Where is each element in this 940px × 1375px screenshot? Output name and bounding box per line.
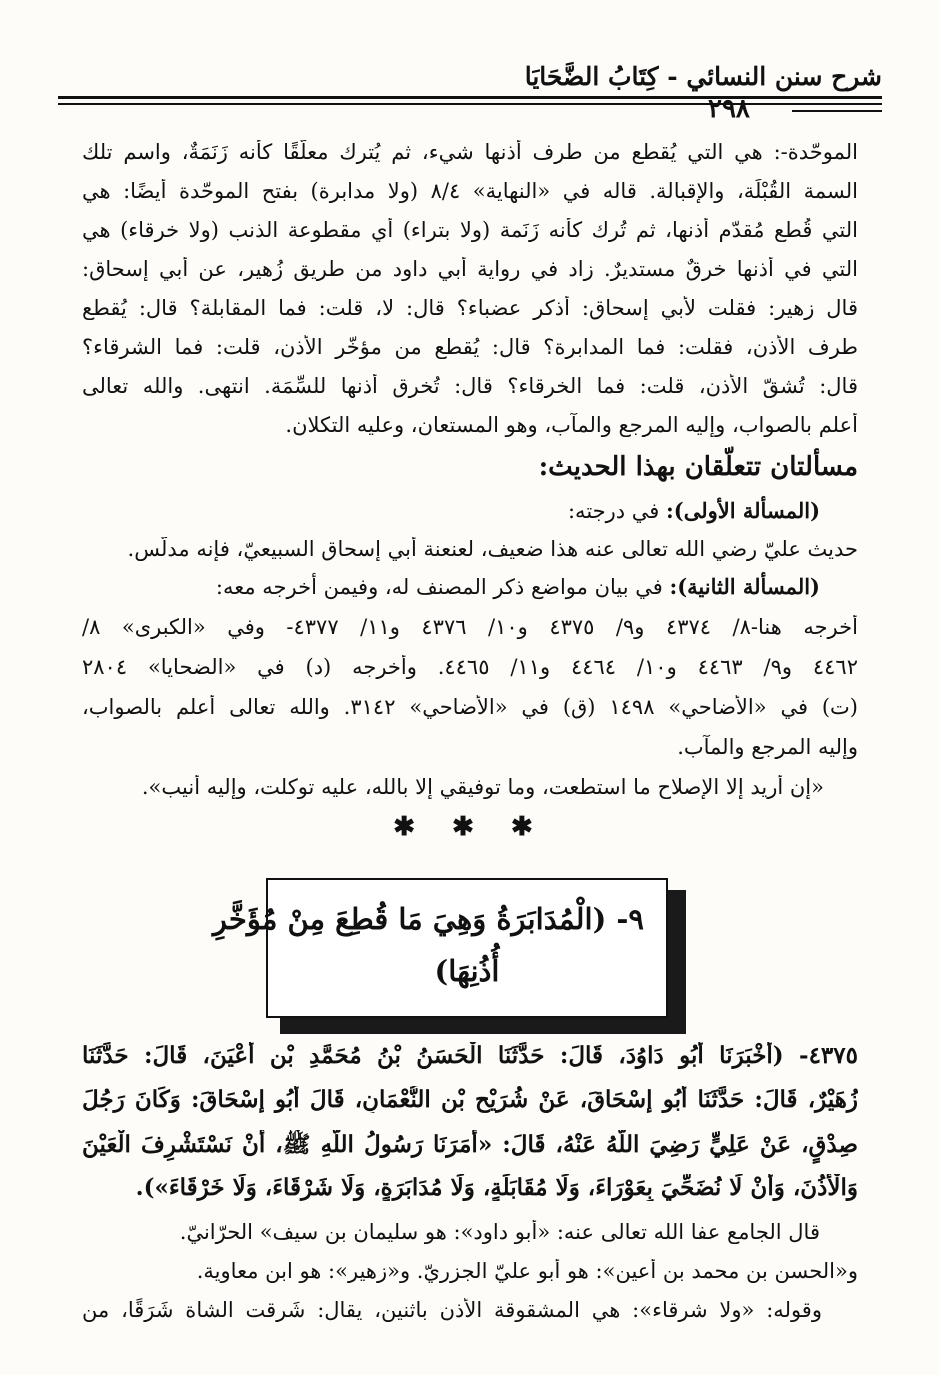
commentary-line: قال: تُشقّ الأذن، قلت: فما الخرقاء؟ قال: تُخرق أذنها للسِّمَة. انتهى. والله تعالى [82,374,858,398]
section-separator: ✱ ✱ ✱ [393,812,547,842]
issue1-label: (المسألة الأولى): [666,498,820,523]
commentary-line: طرف الأذن، فقلت: فما المدابرة؟ قال: يُقطع من مؤخّر الأذن، قلت: فما الشرقاء؟ [82,335,858,359]
issue1-heading [568,498,820,523]
commentary-line: أعلم بالصواب، وإليه المرجع والمآب، وهو المستعان، وعليه التكلان. [285,413,858,437]
commentary-line: الموحّدة-: هي التي يُقطع من طرف أذنها شيء، ثم يُترك معلّقًا كأنه زَنَمَةٌ، واسم تلك [82,140,858,164]
hadith-line: ٤٣٧٥- (أَخْبَرَنَا أَبُو دَاوُدَ، قَالَ: حَدَّثَنَا الْحَسَنُ بْنُ مُحَمَّدِ بْنِ أَعْيَنَ، قَالَ: حَدَّثَنَا [82,1042,858,1069]
header-rule-short [792,110,882,112]
issue1-title: في درجته: [567,499,660,523]
chapter-title-line1: ٩- (الْمُدَابَرَةُ وَهِيَ مَا قُطِعَ مِنْ مُؤَخَّرِ [212,902,644,936]
chapter-title-box [212,878,668,1018]
commentary-line: السمة القُبْلَة، والإقبالة. قاله في «النهاية» ٨/٤ (ولا مدابرة) بفتح الموحّدة أيضًا: هي [82,179,858,203]
issue2-heading [216,574,820,599]
issue1-body: حديث عليّ رضي الله تعالى عنه هذا ضعيف، لعنعنة أبي إسحاق السبيعيّ، فإنه مدلّس. [127,537,858,561]
issue2-body-line: وإليه المرجع والمآب. [677,735,858,759]
header-rule-top [58,96,882,99]
issue2-label: (المسألة الثانية): [669,574,820,599]
closing-quote: «إن أريد إلا الإصلاح ما استطعت، وما توفيقي إلا بالله، عليه توكلت، وإليه أنيب». [141,775,824,799]
explanation-line: وقوله: «ولا شرقاء»: هي المشقوقة الأذن باثنين، يقال: شَرِقت الشاة شَرَقًا، من [82,1298,822,1322]
issue2-title: في بيان مواضع ذكر المصنف له، وفيمن أخرجه معه: [215,575,663,599]
commentary-line: التي في أذنها خرقٌ مستديرٌ. زاد في رواية أبي داود من طريق زُهير، عن أبي إسحاق: [82,257,858,281]
running-header-title: شرح سنن النسائي - كِتَابُ الضَّحَايَا [524,62,882,91]
commentary-line: التي قُطع مُقدّم أذنها، ثم تُرك كأنه زَنَمة (ولا بتراء) أي مقطوعة الذنب (ولا خرقاء) هي [82,218,858,242]
section-heading: مسألتان تتعلّقان بهذا الحديث: [538,452,858,482]
issue2-body-line: (ت) في «الأضاحي» ١٤٩٨ (ق) في «الأضاحي» ٣١٤٢. والله تعالى أعلم بالصواب، [82,695,858,719]
header-rule-middle [58,103,882,105]
chapter-title-line2: أُذُنِهَا) [434,954,500,988]
issue2-body-line: أخرجه هنا-٨/ ٤٣٧٤ و٩/ ٤٣٧٥ و١٠/ ٤٣٧٦ و١١/ ٤٣٧٧- وفي «الكبرى» ٨/ [82,615,858,639]
issue2-body-line: ٤٤٦٢ و٩/ ٤٤٦٣ و١٠/ ٤٤٦٤ و١١/ ٤٤٦٥. وأخرجه (د) في «الضحايا» ٢٨٠٤ [82,655,858,679]
hadith-line: صِدْقٍ، عَنْ عَلِيٍّ رَضِيَ اللَّهُ عَنْهُ، قَالَ: «أَمَرَنَا رَسُولُ اللَّهِ ﷺ، أَنْ نَسْتَشْرِفَ الْعَيْنَ [82,1131,858,1158]
hadith-line: وَالْأُذُنَ، وَأَنْ لَا نُضَحِّيَ بِعَوْرَاءَ، وَلَا مُقَابَلَةٍ، وَلَا مُدَابَرَةٍ، وَلَا شَرْقَاءَ، وَلَا خَرْقَاءَ»). [135,1174,858,1201]
explanation-line: و«الحسن بن محمد بن أعين»: هو أبو عليّ الجزريّ. و«زهير»: هو ابن معاوية. [196,1259,858,1283]
explanation-line: قال الجامع عفا الله تعالى عنه: «أبو داود»: هو سليمان بن سيف» الحرّانيّ. [179,1220,820,1244]
commentary-line: قال زهير: فقلت لأبي إسحاق: أذكر عضباء؟ قال: لا، قلت: فما المقابلة؟ قال: يُقطع [82,296,858,320]
page-number: ٢٩٨ [708,94,750,124]
hadith-line: زُهَيْرٌ، قَالَ: حَدَّثَنَا أَبُو إِسْحَاقَ، عَنْ شُرَيْحِ بْنِ النُّعْمَانِ، قَالَ أَبُو إِسْحَاقَ: وَكَانَ رَجُلَ [82,1086,858,1113]
